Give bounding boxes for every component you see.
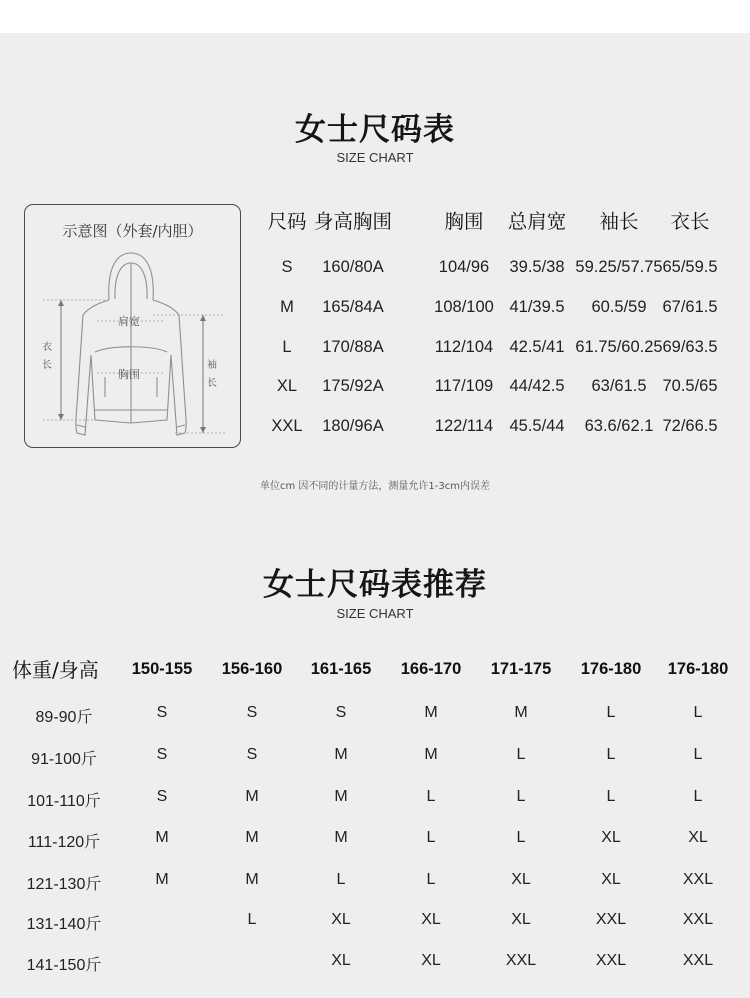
size-table-cell: 180/96A: [322, 417, 384, 435]
weight-range-label: 121-130斤: [26, 876, 102, 893]
height-range-header: 156-160: [221, 660, 283, 678]
recommended-size-cell: S: [335, 704, 347, 721]
recommended-size-cell: L: [516, 829, 526, 846]
recommendation-title: 女士尺码表推荐: [263, 567, 487, 603]
weight-range-label: 141-150斤: [26, 957, 102, 974]
diagram-caption: 示意图（外套/内胆）: [62, 222, 203, 240]
recommended-size-cell: L: [426, 788, 436, 805]
recommended-size-cell: S: [246, 746, 258, 763]
height-range-header: 166-170: [400, 660, 462, 678]
size-table-cell: L: [282, 338, 292, 356]
size-table-cell: 67/61.5: [662, 298, 718, 316]
weight-range-label: 111-120斤: [27, 834, 101, 851]
recommended-size-cell: M: [334, 788, 348, 805]
size-table-cell: 63/61.5: [591, 377, 647, 395]
height-range-header: 176-180: [667, 660, 729, 678]
size-table-cell: 69/63.5: [662, 338, 718, 356]
recommended-size-cell: S: [246, 704, 258, 721]
recommended-size-cell: M: [334, 746, 348, 763]
recommended-size-cell: L: [516, 788, 526, 805]
recommended-size-cell: M: [155, 829, 169, 846]
size-table-cell: M: [280, 298, 294, 316]
recommended-size-cell: L: [693, 788, 703, 805]
size-table-cell: 108/100: [434, 298, 494, 316]
recommended-size-cell: M: [245, 788, 259, 805]
recommended-size-cell: L: [606, 704, 616, 721]
recommended-size-cell: L: [426, 829, 436, 846]
recommendation-subtitle: SIZE CHART: [336, 606, 414, 621]
weight-height-header: 体重/身高: [12, 658, 99, 682]
recommended-size-cell: XXL: [595, 911, 627, 928]
size-table-header: 胸围: [444, 210, 484, 233]
recommended-size-cell: S: [156, 788, 168, 805]
size-table-cell: 41/39.5: [509, 298, 565, 316]
recommended-size-cell: M: [424, 704, 438, 721]
weight-range-label: 101-110斤: [27, 793, 101, 810]
recommended-size-cell: XXL: [505, 952, 537, 969]
recommended-size-cell: XL: [331, 911, 351, 928]
diagram-label-length: 衣长: [42, 342, 52, 371]
recommended-size-cell: L: [606, 788, 616, 805]
weight-range-label: 91-100斤: [31, 751, 97, 768]
recommended-size-cell: XL: [331, 952, 351, 969]
size-chart-subtitle: SIZE CHART: [336, 150, 414, 165]
size-table-cell: 122/114: [434, 417, 494, 435]
recommended-size-cell: XL: [421, 911, 441, 928]
recommended-size-cell: L: [516, 746, 526, 763]
size-table-cell: 61.75/60.25: [575, 338, 663, 356]
size-table-cell: 65/59.5: [662, 258, 718, 276]
size-table-cell: 42.5/41: [509, 338, 565, 356]
measurement-note: 单位cm 因不同的计量方法，测量允许1-3cm内误差: [260, 481, 490, 492]
size-table-cell: 59.25/57.75: [575, 258, 663, 276]
recommended-size-cell: M: [155, 871, 169, 888]
size-table-cell: S: [281, 258, 293, 276]
size-table-header: 袖长: [599, 210, 639, 233]
recommended-size-cell: XL: [511, 871, 531, 888]
height-range-header: 161-165: [310, 660, 372, 678]
recommended-size-cell: XL: [601, 871, 621, 888]
size-table-header: 衣长: [670, 210, 710, 233]
height-range-header: 150-155: [131, 660, 193, 678]
diagram-label-shoulder: 肩宽: [118, 315, 140, 328]
diagram-label-chest: 胸围: [118, 368, 140, 381]
height-range-header: 176-180: [580, 660, 642, 678]
size-table-cell: 117/109: [434, 377, 494, 395]
size-table-cell: 60.5/59: [591, 298, 647, 316]
size-table-cell: 170/88A: [322, 338, 384, 356]
weight-range-label: 131-140斤: [26, 916, 102, 933]
size-table-cell: XL: [276, 377, 298, 395]
recommended-size-cell: S: [156, 704, 168, 721]
recommended-size-cell: XL: [601, 829, 621, 846]
size-table-cell: 104/96: [438, 258, 490, 276]
recommended-size-cell: M: [245, 871, 259, 888]
recommended-size-cell: XXL: [682, 871, 714, 888]
size-table-cell: 175/92A: [322, 377, 384, 395]
height-range-header: 171-175: [490, 660, 552, 678]
size-table-cell: 112/104: [434, 338, 494, 356]
size-table-cell: XXL: [271, 417, 303, 435]
size-table-cell: 165/84A: [322, 298, 384, 316]
recommended-size-cell: S: [156, 746, 168, 763]
size-table-cell: 160/80A: [322, 258, 384, 276]
diagram-label-sleeve: 袖长: [207, 360, 217, 389]
recommended-size-cell: L: [693, 746, 703, 763]
recommended-size-cell: XXL: [595, 952, 627, 969]
recommended-size-cell: M: [514, 704, 528, 721]
size-table-cell: 63.6/62.1: [584, 417, 654, 435]
size-table-header: 总肩宽: [507, 210, 567, 233]
size-table-cell: 70.5/65: [662, 377, 718, 395]
recommended-size-cell: M: [424, 746, 438, 763]
recommended-size-cell: M: [245, 829, 259, 846]
weight-range-label: 89-90斤: [35, 709, 93, 726]
size-chart-title: 女士尺码表: [295, 112, 455, 148]
recommended-size-cell: XL: [688, 829, 708, 846]
recommended-size-cell: XXL: [682, 952, 714, 969]
recommended-size-cell: XXL: [682, 911, 714, 928]
recommended-size-cell: L: [693, 704, 703, 721]
size-table-cell: 44/42.5: [509, 377, 565, 395]
recommended-size-cell: L: [247, 911, 257, 928]
size-table-header: 身高胸围: [313, 210, 393, 233]
size-table-cell: 39.5/38: [509, 258, 565, 276]
recommended-size-cell: XL: [421, 952, 441, 969]
recommended-size-cell: L: [336, 871, 346, 888]
size-chart-page: [0, 33, 750, 998]
recommended-size-cell: M: [334, 829, 348, 846]
recommended-size-cell: XL: [511, 911, 531, 928]
recommended-size-cell: L: [606, 746, 616, 763]
recommended-size-cell: L: [426, 871, 436, 888]
size-table-header: 尺码: [267, 210, 307, 233]
size-table-cell: 72/66.5: [662, 417, 718, 435]
garment-diagram: [24, 204, 241, 448]
size-table-cell: 45.5/44: [509, 417, 565, 435]
